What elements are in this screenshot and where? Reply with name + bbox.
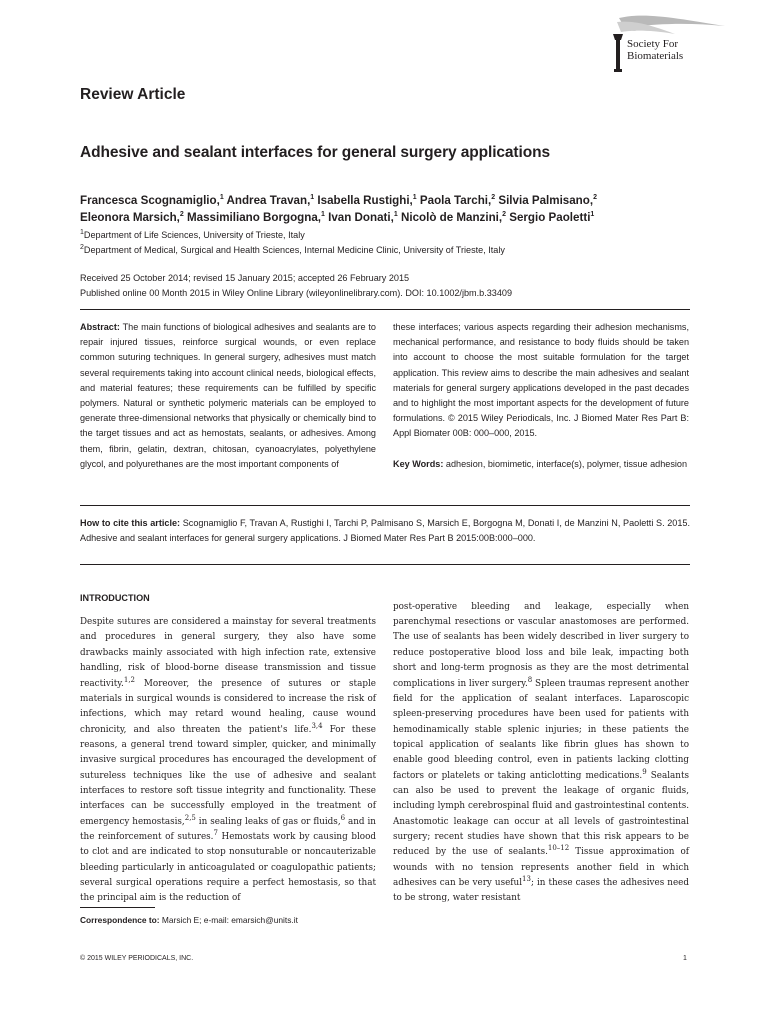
society-logo bbox=[605, 14, 755, 74]
body-text bbox=[393, 600, 689, 907]
text-segment: Moreover, the presence of sutures or staple materials in surgical wounds is considered to increase the risk of infections, which may retard wound healing, cause wound chronicity, and also threaten the patient's life. bbox=[80, 678, 376, 735]
author-name: Eleonora Marsich, bbox=[80, 211, 180, 224]
author-name: Sergio Paoletti bbox=[506, 211, 591, 224]
affiliation-marker: 1 bbox=[80, 228, 84, 236]
correspondence-text: Marsich E; e-mail: emarsich@units.it bbox=[159, 915, 298, 925]
affiliation-marker: 2 bbox=[593, 194, 597, 202]
text-segment: in sealing leaks of gas or fluids, bbox=[195, 816, 341, 827]
author-name: Andrea Travan, bbox=[223, 194, 311, 207]
author-name: Francesca Scognamiglio, bbox=[80, 194, 220, 207]
abstract-label: Abstract: bbox=[80, 322, 120, 332]
logo-line-1: Society For bbox=[627, 38, 679, 50]
author-name: Massimiliano Borgogna, bbox=[183, 211, 321, 224]
article-type: Review Article bbox=[80, 86, 186, 103]
text-segment: Spleen traumas represent another field for the application of sealant interfaces. Laparoscopic spleen-preserving procedures have been used for patients with hemodinamically stable splenic injuries; in these patients the topical application of sealants like fibrin glues has shown to enable good bleeding control, even in patients lacking clotting factors or platelets or taking anticlotting medications. bbox=[393, 678, 689, 781]
affiliation-marker: 2 bbox=[80, 243, 84, 251]
intro-right-column bbox=[393, 591, 689, 915]
abstract-right-column bbox=[393, 320, 689, 472]
publication-dates bbox=[80, 271, 700, 301]
author-line bbox=[80, 192, 700, 209]
affiliation-marker: 2 bbox=[491, 194, 496, 202]
affiliation-marker: 1 bbox=[219, 194, 224, 202]
affiliation-marker: 1 bbox=[393, 211, 398, 219]
text-segment: and in the reinforcement of sutures. bbox=[80, 816, 376, 842]
citation-marker: 10–12 bbox=[547, 844, 570, 853]
author-list bbox=[80, 192, 700, 226]
intro-left-column bbox=[80, 591, 376, 915]
author-name: Nicolò de Manzini, bbox=[397, 211, 503, 224]
abstract-text: The main functions of biological adhesives and sealants are to repair injured tissues, reinforce surgical wounds, or even replace common suturing techniques. In general surgery, adhesives must match several requirements taking into account clinical needs, biological effects, and material features; these requirements can be fulfilled by specific polymers. Natural or synthetic polymeric materials can be employed to generate three-dimensional networks that physically or chemically bind to the target tissues and act as hemostats, sealants, or adhesives. Among them, fibrin, gelatin, dextran, chitosan, cyanoacrylates, polyethylene glycol, and polyurethanes are the most important components of bbox=[80, 322, 376, 469]
citation-marker: 13 bbox=[522, 875, 531, 884]
citation-marker: 2,5 bbox=[184, 813, 196, 822]
abstract-text: these interfaces; various aspects regarding their adhesion mechanisms, mechanical performance, and resistance to body fluids should be taken into account to choose the most suitable formulation for the target application. This review aims to describe the main adhesives and sealant materials for general surgery applications developed in the past decades and to highlight the most important aspects for the development of future formulations. © 2015 Wiley Periodicals, Inc. J Biomed Mater Res Part B: Appl Biomater 00B: 000–000, 2015. bbox=[393, 322, 689, 439]
logo-line-2: Biomaterials bbox=[627, 50, 684, 62]
text-segment: post-operative bleeding and leakage, especially when parenchymal resections or vascular anastomoses are performed. The use of sealants has been widely described in liver surgery to reduce postoperative blood loss and bile leak, impacting both short and long-term prognosis as they are the most detrimental complications in liver surgery. bbox=[393, 601, 689, 689]
affiliation-marker: 2 bbox=[179, 211, 184, 219]
correspondence bbox=[80, 915, 298, 925]
correspondence-label: Correspondence to: bbox=[80, 915, 160, 925]
divider bbox=[80, 505, 690, 506]
citation-marker: 3,4 bbox=[311, 721, 323, 730]
cite-label: How to cite this article: bbox=[80, 518, 181, 528]
citation-marker: 7 bbox=[213, 829, 218, 838]
body-text bbox=[80, 615, 376, 907]
affiliations bbox=[80, 228, 700, 258]
page-number: 1 bbox=[683, 955, 687, 962]
affiliation-text: Department of Life Sciences, University of Trieste, Italy bbox=[83, 230, 305, 240]
text-segment: Sealants can also be used to prevent the leakage of organic fluids, including lymph cerebrospinal fluid and gastrointestinal contents. Anastomotic leakage can occur at all levels of gastrointestinal surgery; recent studies have shown that this risk appears to be reduced by the use of sealants. bbox=[393, 770, 689, 858]
received-dates: Received 25 October 2014; revised 15 January 2015; accepted 26 February 2015 bbox=[80, 273, 410, 283]
text-segment: Despite sutures are considered a mainstay for several treatments and procedures in general surgery, they also have some drawbacks mainly associated with high infection rate, extensive handling, risk of blood-borne disease transmission and tissue reactivity. bbox=[80, 617, 376, 689]
affiliation bbox=[80, 228, 700, 243]
how-to-cite bbox=[80, 516, 690, 546]
author-line bbox=[80, 209, 700, 226]
affiliation-marker: 1 bbox=[412, 194, 417, 202]
author-name: Paola Tarchi, bbox=[416, 194, 492, 207]
text-segment: Tissue approximation of wounds with no tension represents another field in which adhesives can be very useful bbox=[393, 847, 689, 888]
affiliation bbox=[80, 243, 700, 258]
keywords-label: Key Words: bbox=[393, 458, 444, 469]
affiliation-marker: 1 bbox=[590, 211, 595, 219]
divider bbox=[80, 564, 690, 565]
affiliation-text: Department of Medical, Surgical and Health Sciences, Internal Medicine Clinic, University of Trieste, Italy bbox=[83, 245, 505, 255]
text-segment: Hemostats work by causing blood to clot and are indicated to stop nonsuturable or noncauterizable bleeding particularly in anticoagulated or coagulopathic patients; several surgical operations require a perfect hemostasis, so that the principal aim is the reduction of bbox=[80, 831, 377, 904]
footnote-rule bbox=[80, 907, 155, 908]
keywords: adhesion, biomimetic, interface(s), polymer, tissue adhesion bbox=[443, 458, 688, 469]
affiliation-marker: 1 bbox=[310, 194, 315, 202]
affiliation-marker: 1 bbox=[321, 211, 325, 219]
published-line: Published online 00 Month 2015 in Wiley Online Library (wileyonlinelibrary.com). DOI: 10.1002/jbm.b.33409 bbox=[80, 288, 513, 298]
author-name: Ivan Donati, bbox=[324, 211, 394, 224]
affiliation-marker: 2 bbox=[502, 211, 507, 219]
text-segment: ; in these cases the adhesives need to be strong, water resistant bbox=[393, 877, 689, 904]
citation-marker: 6 bbox=[340, 813, 346, 822]
author-name: Silvia Palmisano, bbox=[495, 194, 594, 207]
copyright: © 2015 WILEY PERIODICALS, INC. bbox=[80, 955, 194, 962]
article-title: Adhesive and sealant interfaces for general surgery applications bbox=[80, 144, 550, 161]
section-heading: INTRODUCTION bbox=[80, 593, 150, 603]
author-name: Isabella Rustighi, bbox=[314, 194, 413, 207]
text-segment: For these reasons, a general trend toward simpler, quicker, and minimally invasive surgical procedures has encouraged the development of sutureless techniques like the use of adhesive and sealant interfaces to restore soft tissue integrity and functionality. These interfaces can be successfully employed in the treatment of emergency hemostasis, bbox=[80, 724, 376, 827]
divider bbox=[80, 309, 690, 310]
abstract-left-column bbox=[80, 320, 376, 472]
citation-marker: 9 bbox=[642, 767, 647, 776]
citation-marker: 1,2 bbox=[123, 675, 135, 684]
citation-marker: 8 bbox=[527, 675, 533, 684]
cite-text: Scognamiglio F, Travan A, Rustighi I, Tarchi P, Palmisano S, Marsich E, Borgogna M, Donati I, de Manzini N, Paoletti S. 2015. Adhesive and sealant interfaces for general surgery applications. J Biomed Mater Res Part B 2015:00B:000–000. bbox=[80, 518, 691, 543]
